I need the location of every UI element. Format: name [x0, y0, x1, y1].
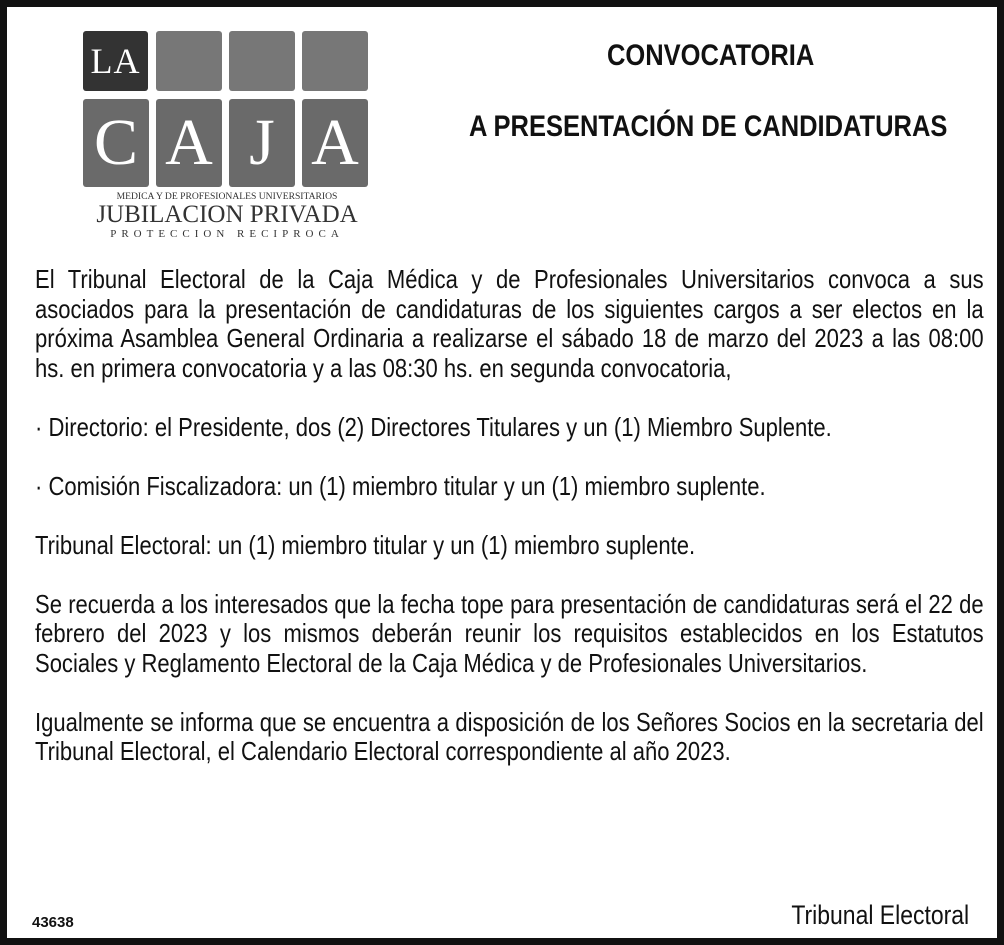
- logo-letter-j: J: [229, 99, 295, 187]
- logo-decor-tile: [302, 31, 368, 91]
- la-caja-logo: [83, 31, 371, 240]
- logo-letter-a: A: [156, 99, 222, 187]
- list-item-directorio: · Directorio: el Presidente, dos (2) Directores Titulares y un (1) Miembro Suplente.: [35, 411, 832, 442]
- reference-number: 43638: [32, 914, 74, 931]
- logo-tiles: [83, 31, 371, 187]
- signature: Tribunal Electoral: [791, 900, 969, 930]
- list-item-comision: · Comisión Fiscalizadora: un (1) miembro titular y un (1) miembro suplente.: [35, 470, 766, 501]
- notice-body: [35, 265, 984, 796]
- logo-name: JUBILACION PRIVADA: [96, 201, 358, 228]
- closing-paragraph: Igualmente se informa que se encuentra a disposición de los Señores Socios en la secretaria del Tribunal Electoral, el Calendario Electoral correspondiente al año 2023.: [35, 706, 984, 766]
- logo-tagline: PROTECCION RECIPROCA: [110, 228, 344, 240]
- logo-decor-tile: [156, 31, 222, 91]
- notice-subtitle: A PRESENTACIÓN DE CANDIDATURAS: [469, 110, 948, 143]
- intro-paragraph: El Tribunal Electoral de la Caja Médica y de Profesionales Universitarios convoca a sus asociados para la presentación de candidaturas de los siguientes cargos a ser electos en la próxima Asamblea General Ordinaria a realizarse el sábado 18 de marzo del 2023 a las 08:00 hs. en primera convocatoria y a las 08:30 hs. en segunda convocatoria,: [35, 264, 984, 383]
- list-item-tribunal: Tribunal Electoral: un (1) miembro titular y un (1) miembro suplente.: [35, 529, 696, 560]
- logo-decor-tile: [229, 31, 295, 91]
- notice-title: CONVOCATORIA: [607, 39, 815, 72]
- reminder-paragraph: Se recuerda a los interesados que la fecha tope para presentación de candidaturas será el 22 de febrero del 2023 y los mismos deberán reunir los requisitos establecidos en los Estatutos Sociales y Reglamento Electoral de la Caja Médica y de Profesionales Universitarios.: [35, 588, 984, 678]
- logo-la-tile: LA: [83, 31, 148, 91]
- logo-letter-a: A: [302, 99, 368, 187]
- logo-letter-c: C: [83, 99, 149, 187]
- logo-subtitle: MEDICA Y DE PROFESIONALES UNIVERSITARIOS: [116, 191, 338, 202]
